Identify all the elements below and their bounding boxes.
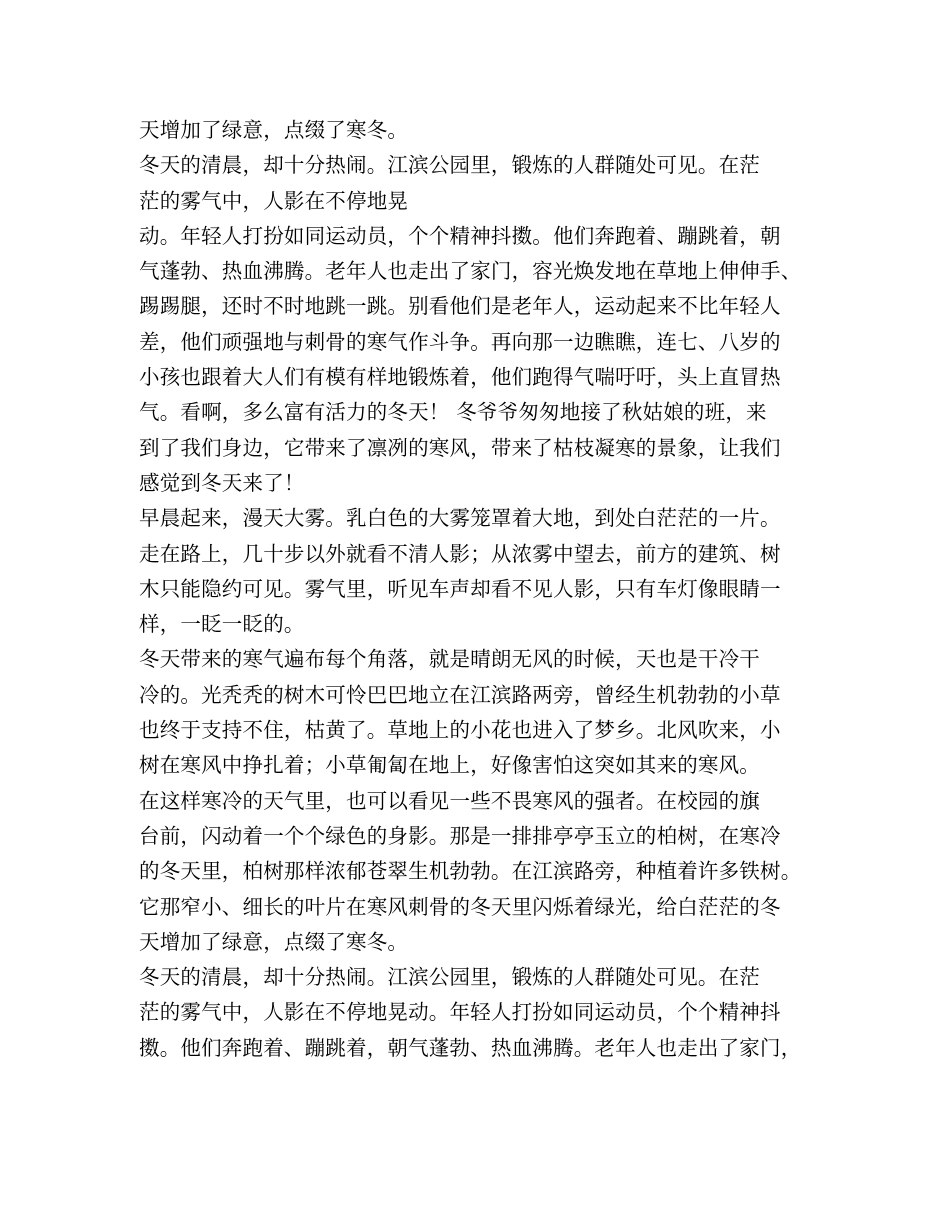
text-line: 小孩也跟着大人们有模有样地锻炼着，他们跑得气喘吁吁，头上直冒热 [139, 365, 781, 390]
text-line: 的冬天里，柏树那样浓郁苍翠生机勃勃。在江滨路旁，种植着许多铁树。 [139, 859, 802, 884]
text-line: 也终于支持不住，枯黄了。草地上的小花也进入了梦乡。北风吹来，小 [139, 718, 781, 743]
text-line: 早晨起来，漫天大雾。乳白色的大雾笼罩着大地，到处白茫茫的一片。 [139, 506, 781, 531]
text-line: 茫的雾气中，人影在不停地晃动。年轻人打扮如同运动员，个个精神抖 [139, 1000, 781, 1025]
text-line: 冬天的清晨，却十分热闹。江滨公园里，锻炼的人群随处可见。在茫 [139, 153, 760, 178]
text-line: 冬天带来的寒气遍布每个角落，就是晴朗无风的时候，天也是干冷干 [139, 647, 760, 672]
text-line: 在这样寒冷的天气里，也可以看见一些不畏寒风的强者。在校园的旗 [139, 788, 760, 813]
text-line: 走在路上，几十步以外就看不清人影；从浓雾中望去，前方的建筑、树 [139, 541, 781, 566]
text-line: 茫的雾气中，人影在不停地晃 [139, 188, 409, 213]
document-body [139, 113, 819, 1066]
text-line: 到了我们身边，它带来了凛冽的寒风，带来了枯枝凝寒的景象，让我们 [139, 435, 781, 460]
text-line: 气蓬勃、热血沸腾。老年人也走出了家门，容光焕发地在草地上伸伸手、 [139, 259, 802, 284]
text-line: 天增加了绿意，点缀了寒冬。 [139, 929, 409, 954]
text-line: 气。看啊，多么富有活力的冬天！ 冬爷爷匆匆地接了秋姑娘的班，来 [139, 400, 767, 425]
text-line: 冬天的清晨，却十分热闹。江滨公园里，锻炼的人群随处可见。在茫 [139, 965, 760, 990]
text-line: 木只能隐约可见。雾气里，听见车声却看不见人影，只有车灯像眼睛一 [139, 576, 781, 601]
text-line: 擞。他们奔跑着、蹦跳着，朝气蓬勃、热血沸腾。老年人也走出了家门， [139, 1035, 802, 1060]
text-line: 样，一眨一眨的。 [139, 612, 305, 637]
text-line: 台前，闪动着一个个绿色的身影。那是一排排亭亭玉立的柏树，在寒冷 [139, 823, 781, 848]
text-line: 它那窄小、细长的叶片在寒风刺骨的冬天里闪烁着绿光，给白茫茫的冬 [139, 894, 781, 919]
text-line: 天增加了绿意，点缀了寒冬。 [139, 118, 409, 142]
text-line: 冷的。光秃秃的树木可怜巴巴地立在江滨路两旁，曾经生机勃勃的小草 [139, 682, 781, 707]
text-line: 树在寒风中挣扎着；小草匍匐在地上，好像害怕这突如其来的寒风。 [139, 753, 760, 778]
text-line: 感觉到冬天来了！ [139, 470, 305, 495]
text-line: 踢踢腿，还时不时地跳一跳。别看他们是老年人，运动起来不比年轻人 [139, 294, 781, 319]
text-line: 差，他们顽强地与刺骨的寒气作斗争。再向那一边瞧瞧，连七、八岁的 [139, 329, 781, 354]
text-line: 动。年轻人打扮如同运动员，个个精神抖擞。他们奔跑着、蹦跳着，朝 [139, 223, 781, 248]
